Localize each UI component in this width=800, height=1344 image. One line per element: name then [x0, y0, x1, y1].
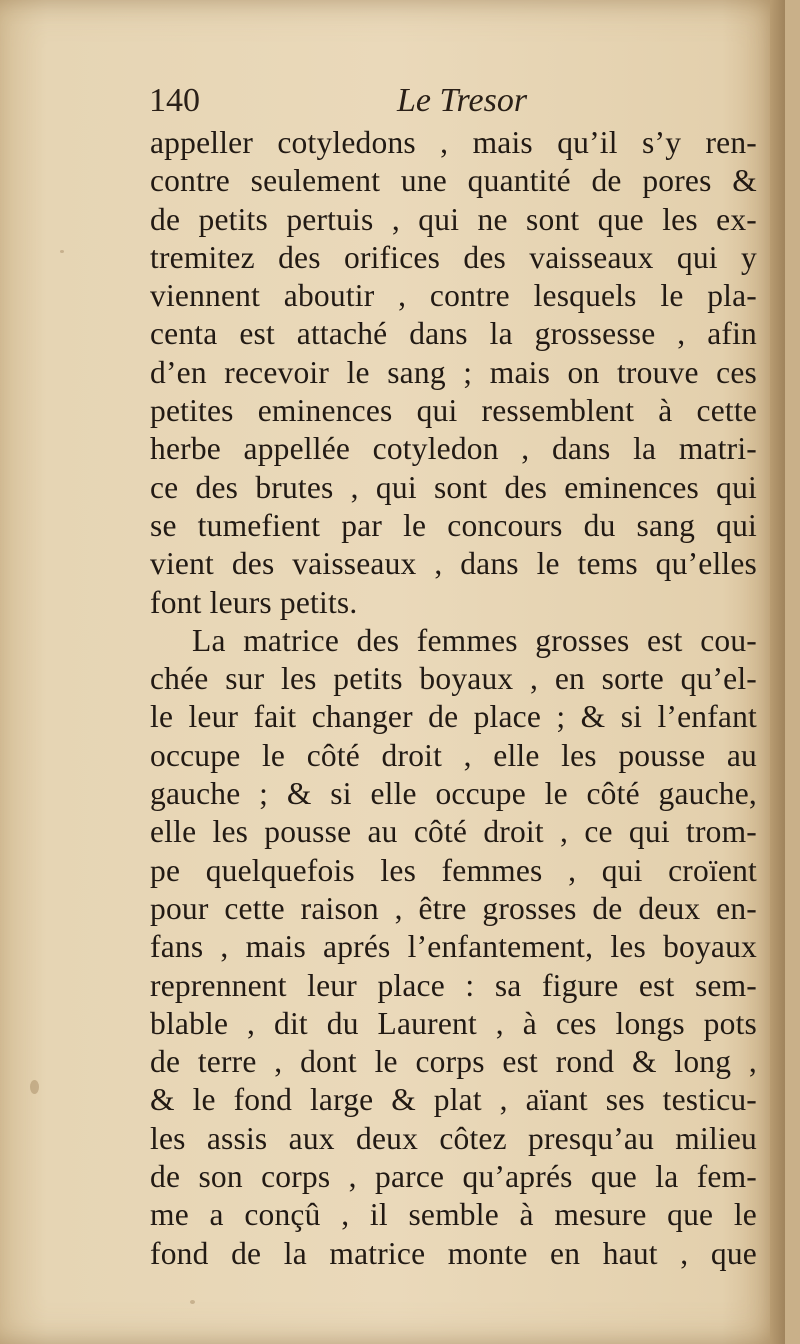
running-title: Le Tresor: [397, 82, 528, 119]
text-line: chée sur les petits boyaux , en sorte qu’el-: [150, 661, 757, 697]
text-line: occupe le côté droit , elle les pousse au: [150, 737, 757, 773]
text-line: reprennent leur place : sa figure est sem-: [150, 967, 757, 1003]
text-line: viennent aboutir , contre lesquels le pla-: [150, 278, 757, 314]
text-line: de petits pertuis , qui ne sont que les ex-: [150, 201, 757, 237]
page-number: 140: [149, 82, 200, 119]
text-line: tremitez des orifices des vaisseaux qui y: [150, 239, 757, 275]
text-line: petites eminences qui ressemblent à cette: [150, 393, 757, 429]
text-line: blable , dit du Laurent , à ces longs pots: [150, 1005, 757, 1041]
text-line: se tumefient par le concours du sang qui: [150, 507, 757, 543]
text-line: elle les pousse au côté droit , ce qui trom-: [150, 814, 757, 850]
paper-speck: [190, 1300, 195, 1304]
text-line: pour cette raison , être grosses de deux en-: [150, 890, 757, 926]
text-line: d’en recevoir le sang ; mais on trouve ces: [150, 354, 757, 390]
paragraph-end-line: font leurs petits.: [150, 584, 358, 620]
text-line: de terre , dont le corps est rond & long ,: [150, 1044, 757, 1080]
text-line: fond de la matrice monte en haut , que: [150, 1235, 757, 1271]
text-line: herbe appellée cotyledon , dans la matri-: [150, 431, 757, 467]
text-line: appeller cotyledons , mais qu’il s’y ren-: [150, 125, 757, 160]
book-spine-shadow: [770, 0, 785, 1344]
text-line: les assis aux deux côtez presqu’au milieu: [150, 1120, 757, 1156]
text-line: contre seulement une quantité de pores &: [150, 163, 757, 199]
text-line: de son corps , parce qu’aprés que la fem-: [150, 1159, 757, 1195]
running-head: [145, 82, 755, 126]
text-line: le leur fait changer de place ; & si l’enfant: [150, 699, 757, 735]
text-line: gauche ; & si elle occupe le côté gauche,: [150, 776, 757, 812]
text-line: ce des brutes , qui sont des eminences qui: [150, 469, 757, 505]
paper-speck: [30, 1080, 39, 1094]
text-line: vient des vaisseaux , dans le tems qu’elles: [150, 546, 757, 582]
paper-speck: [60, 250, 64, 253]
text-line: pe quelquefois les femmes , qui croïent: [150, 852, 757, 888]
text-line: & le fond large & plat , aïant ses testicu-: [150, 1082, 757, 1118]
text-line: me a conçû , il semble à mesure que le: [150, 1197, 757, 1233]
text-line: centa est attaché dans la grossesse , afin: [150, 316, 757, 352]
body-text: [150, 124, 757, 1273]
text-line: fans , mais aprés l’enfantement, les boyaux: [150, 929, 757, 965]
paragraph-start-line: La matrice des femmes grosses est cou-: [192, 622, 757, 658]
